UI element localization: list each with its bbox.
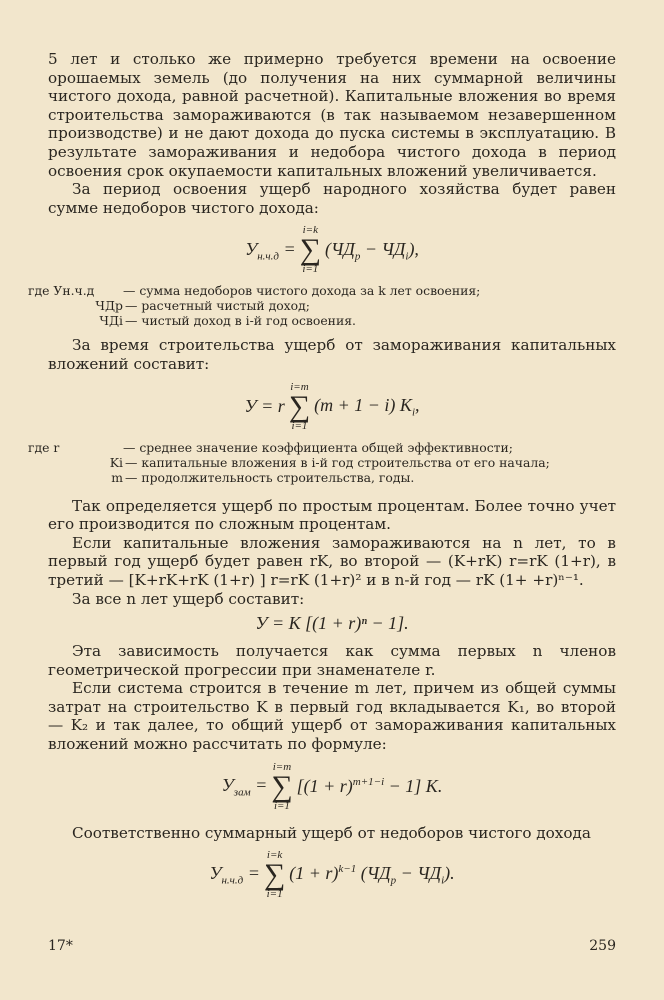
paragraph-3: За время строительства ущерб от замораживания капитальных вложений составит: [48,336,616,373]
paragraph-4: Так определяется ущерб по простым процентам. Более точно учет его производится по сложным процентам. [48,496,616,534]
paragraph-5: Если капитальные вложения замораживаются на n лет, то в первый год ущерб будет равен rK, во второй — (K+rK) r=rK (1+r), в третий — [K+rK+rK (1+r) ] r=rK (1+r)² и в n-й год — rK (1+ +r)ⁿ⁻¹. [48,533,616,589]
page-content [28,50,616,908]
page-footer [48,938,616,954]
paragraph-6: За все n лет ущерб составит: [72,589,305,608]
formula-4: $У_{зам}$ = i=m ∑ i=1 $[(1 + r)^{m+1-i} - 1]$ K. [221,760,443,812]
legend-2: где r — среднее значение коэффициента общей эффективности; Ki — капитальные вложения в i-й год строительства от его начала; m — продолжительность строительства, годы. [28,439,550,485]
paragraph-2: За период освоения ущерб народного хозяйства будет равен сумме недоборов чистого дохода: [48,180,616,217]
formula-3: У = K [(1 + r)ⁿ − 1]. [255,612,409,633]
page-number: 259 [589,938,616,954]
formula-5: $У_{н.ч.д}$ = i=k ∑ i=1 $(1 + r)^{k-1}$ $(ЧД_р - ЧД_i)$. [209,849,455,901]
paragraph-9: Соответственно суммарный ущерб от недоборов чистого дохода [72,823,591,842]
formula-1: $У_{н.ч.д}$ = i=k ∑ i=1 $(ЧД_р - ЧД_i)$, [245,224,419,276]
formula-2: У = r i=m ∑ i=1 (m + 1 − i) $K_i$, [244,380,420,432]
paragraph-1: 5 лет и столько же примерно требуется времени на освоение орошаемых земель (до получения на них суммарной величины чистого дохода, равной расчетной). Капитальные вложения во время строительства замораживаются (в так называемом незавершенном производстве) и не дают дохода до пуска системы в эксплуатацию. В результате замораживания и недобора чистого дохода в период освоения срок окупаемости капитальных вложений увеличивается. [48,50,616,180]
signature-mark: 17* [48,938,73,954]
paragraph-8: Если система строится в течение m лет, причем из общей суммы затрат на строительство K в первый год вкладывается K₁, во второй — K₂ и так далее, то общий ущерб от замораживания капитальных вложений можно рассчитать по формуле: [48,679,616,754]
legend-1: где Ун.ч.д — сумма недоборов чистого дохода за k лет освоения; ЧДр — расчетный чистый доход; ЧДi — чистый доход в i-й год освоения. [28,283,481,329]
paragraph-7: Эта зависимость получается как сумма первых n членов геометрической прогрессии при знаменателе r. [48,642,616,679]
